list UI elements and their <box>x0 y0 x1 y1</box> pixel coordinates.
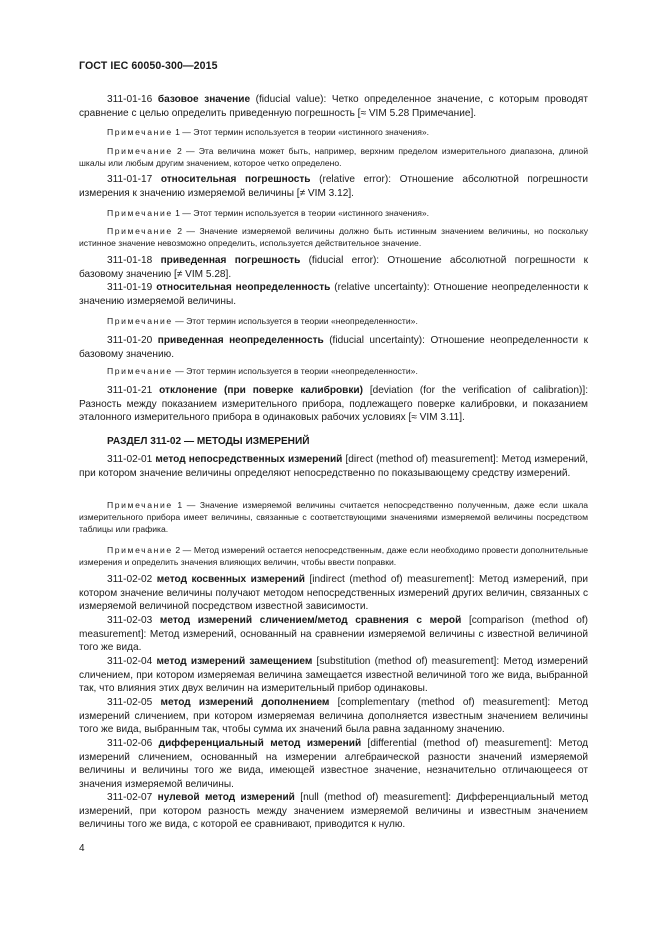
term-name: приведенная неопределенность <box>157 335 324 346</box>
note-text: 2 — Значение измеряемой величины должно быть истинным значением величины, но поскольку истинное значение невозможно определить, используется действительное значение. <box>79 226 588 249</box>
note <box>79 207 588 219</box>
note <box>79 126 588 138</box>
note-label: Примечание <box>107 146 173 156</box>
note <box>79 499 588 536</box>
page-number: 4 <box>79 843 85 854</box>
term-name: дифференциальный метод измерений <box>158 738 362 749</box>
term-code: 311-02-05 <box>107 697 161 708</box>
note-text: 2 — Метод измерений остается непосредственным, даже если необходимо провести дополнительные измерения и определить значения влияющих величин, чтобы ввести поправки. <box>79 545 588 568</box>
term-definition: [null (method of) measurement]: Дифференциальный метод измерений, при котором разность между значением измеряемой величины и известным значением величины того же вида, с которой ее сравнивают, приводится к нулю. <box>79 792 588 831</box>
note-text: — Этот термин используется в теории «неопределенности». <box>172 316 418 326</box>
term-code: 311-02-01 <box>107 454 156 465</box>
note <box>79 365 588 377</box>
term-definition: (relative uncertainty): Отношение неопределенности к значению измеряемой величины. <box>79 282 588 307</box>
section-title: РАЗДЕЛ 311-02 — МЕТОДЫ ИЗМЕРЕНИЙ <box>107 436 310 447</box>
term-name: отклонение (при поверке калибровки) <box>159 385 363 396</box>
term-entry-311-01-20 <box>79 334 588 361</box>
term-code: 311-01-17 <box>107 174 161 185</box>
note-label: Примечание <box>107 226 173 236</box>
term-name: базовое значение <box>157 94 251 105</box>
term-entry-311-02-07 <box>79 791 588 832</box>
note-text: — Этот термин используется в теории «неопределенности». <box>172 366 418 376</box>
term-name: метод косвенных измерений <box>156 574 305 585</box>
term-name: приведенная погрешность <box>160 255 301 266</box>
note-text: 1 — Этот термин используется в теории «истинного значения». <box>172 208 430 218</box>
note-text: 1 — Значение измеряемой величины считается непосредственно полученным, даже если шкала измерительного прибора имеет величины, связанные с соответствующими значениями измеряемой величины посредством таблицы или графика. <box>79 500 588 535</box>
term-name: метод измерений сличением/метод сравнения с мерой <box>159 615 462 626</box>
term-entry-311-01-18 <box>79 254 588 281</box>
term-name: метод измерений дополнением <box>160 697 330 708</box>
term-name: относительная неопределенность <box>156 282 331 293</box>
term-entry-311-01-16 <box>79 93 588 120</box>
term-entry-311-02-03 <box>79 614 588 655</box>
term-code: 311-01-19 <box>107 282 157 293</box>
term-definition: (fiducial value): Четко определенное значение, с которым проводят сравнение с целью определить приведенную погрешность [≈ VIM 5.28 Примечание]. <box>79 94 588 119</box>
term-definition: [direct (method of) measurement]: Метод измерений, при котором значение величины определяют непосредственно по показывающему средству измерений. <box>79 454 589 479</box>
term-code: 311-01-20 <box>107 335 158 346</box>
term-definition: (fiducial uncertainty): Отношение неопределенности к базовому значению. <box>79 335 588 360</box>
term-name: нулевой метод измерений <box>157 792 295 803</box>
note-label: Примечание <box>107 366 173 376</box>
note <box>79 315 588 327</box>
term-name: метод измерений замещением <box>156 656 313 667</box>
term-code: 311-01-21 <box>107 385 160 396</box>
note <box>79 145 588 169</box>
term-code: 311-02-03 <box>107 615 160 626</box>
term-definition: [comparison (method of) measurement]: Метод измерений, основанный на сравнении измеряемой величины с известной величиной того же вида. <box>79 615 589 654</box>
term-definition: (relative error): Отношение абсолютной погрешности измерения к значению измеряемой величины [≠ VIM 3.12]. <box>79 174 589 199</box>
section-heading <box>79 436 588 447</box>
note-label: Примечание <box>107 500 173 510</box>
term-definition: (fiducial error): Отношение абсолютной погрешности к базовому значению [≠ VIM 5.28]. <box>79 255 588 280</box>
note-text: 1 — Этот термин используется в теории «истинного значения». <box>172 127 430 137</box>
term-entry-311-02-01 <box>79 453 588 480</box>
term-entry-311-02-05 <box>79 696 588 737</box>
term-definition: [indirect (method of) measurement]: Метод измерений, при котором значение величины получают методом непосредственных измерений других величин, связанных с измеряемой величиной посредством известной зависимости. <box>79 574 588 613</box>
note-text: 2 — Эта величина может быть, например, верхним пределом измерительного диапазона, длиной шкалы или любым другим значением, которое четко определено. <box>79 146 588 169</box>
term-code: 311-01-18 <box>107 255 161 266</box>
term-definition: [substitution (method of) measurement]: Метод измерений сличением, при котором измеряемая величина замещается известной величиной того же вида, выбранной так, что влияния этих двух величин на измерительный прибор одинаковы. <box>79 656 588 695</box>
note-label: Примечание <box>107 208 173 218</box>
term-definition: [differential (method of) measurement]: Метод измерений сличением, основанный на измерении алгебраической разности значений измеряемой величины и величины того же вида, имеющей известное значение, незначительно отличающееся от значения измеряемой величины. <box>79 738 588 790</box>
term-name: метод непосредственных измерений <box>155 454 343 465</box>
term-entry-311-02-06 <box>79 737 588 791</box>
note <box>79 544 588 568</box>
term-code: 311-02-02 <box>107 574 157 585</box>
term-entry-311-01-17 <box>79 173 588 200</box>
term-code: 311-02-06 <box>107 738 159 749</box>
term-entry-311-01-21 <box>79 384 588 425</box>
note-label: Примечание <box>107 545 173 555</box>
document-header: ГОСТ IEC 60050-300—2015 <box>79 60 218 72</box>
term-entry-311-02-04 <box>79 655 588 696</box>
term-name: относительная погрешность <box>160 174 311 185</box>
term-code: 311-02-07 <box>107 792 158 803</box>
note-label: Примечание <box>107 316 173 326</box>
term-definition: [deviation (for the verification of calibration)]: Разность между показанием измерительного прибора, подлежащего поверке калибровки, и показанием эталонного измерительного прибора в одинаковых рабочих условиях [≈ VIM 3.11]. <box>79 385 589 424</box>
term-code: 311-02-04 <box>107 656 157 667</box>
term-definition: [complementary (method of) measurement]: Метод измерений сличением, при котором измеряемая величина дополняется известным значением величины того же вида, выбранным так, чтобы сумма их значений была равна заданному значению. <box>79 697 588 736</box>
term-entry-311-02-02 <box>79 573 588 614</box>
note-label: Примечание <box>107 127 173 137</box>
term-code: 311-01-16 <box>107 94 158 105</box>
note <box>79 225 588 249</box>
term-entry-311-01-19 <box>79 281 588 308</box>
